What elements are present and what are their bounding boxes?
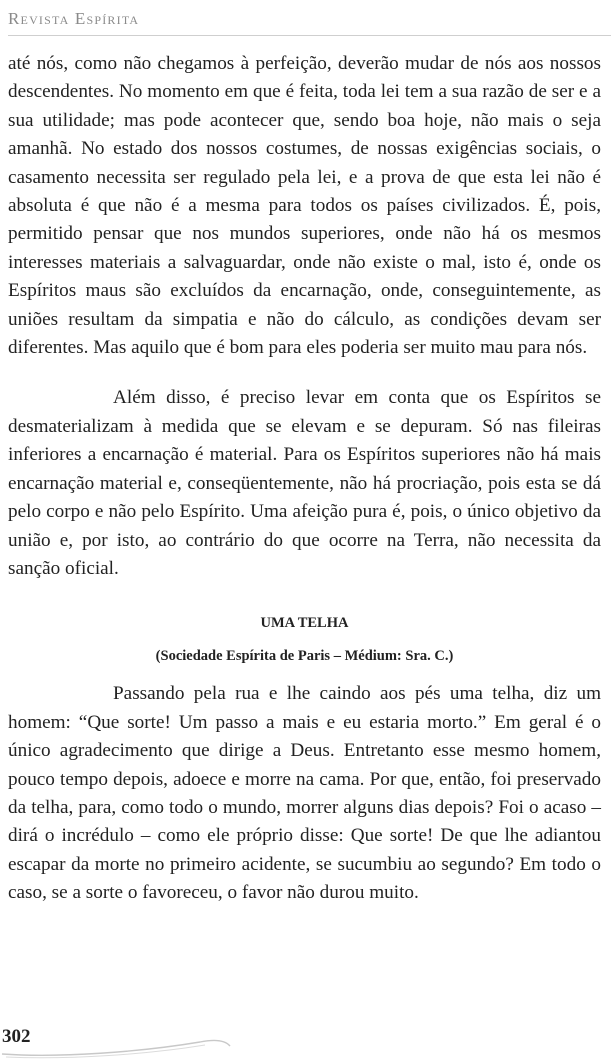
paragraph-telha: Passando pela rua e lhe caindo aos pés uma telha, diz um homem: “Que sorte! Um passo a mais e eu estaria morto.” Em geral é o único agradecimento que dirige a Deus. Entretanto esse mesmo homem, pouco tempo depois, adoece e morre na cama. Por que, então, foi preservado da telha, para, como todo o mundo, morrer alguns dias depois? Foi o acaso – dirá o incrédulo – como ele próprio disse: Que sorte! De que lhe adiantou escapar da morte no primeiro acidente, se sucumbiu ao segundo? Em todo o caso, se a sorte o favoreceu, o favor não durou muito. (8, 683, 601, 904)
paragraph-continuation: até nós, como não chegamos à perfeição, deverão mudar de nós aos nossos descendentes. No momento em que é feita, toda lei tem a sua razão de ser e a sua utilidade; mas pode acontecer que, sendo boa hoje, não mais o seja amanhã. No estado dos nossos costumes, de nossas exigências sociais, o casamento necessita ser regulado pela lei, e a prova de que esta lei não é absoluta é que não é a mesma para todos os países civilizados. É, pois, permitido pensar que nos mundos superiores, onde não há os mesmos interesses materiais a salvaguardar, onde não existe o mal, isto é, onde os Espíritos maus são excluídos da encarnação, onde, conseguintemente, as uniões resultam da simpatia e não do cálculo, as condições devam ser diferentes. Mas aquilo que é bom para eles poderia ser muito mau para nós. (8, 53, 601, 359)
page-body (8, 50, 601, 908)
section-title: UMA TELHA (260, 615, 349, 632)
page-number-swoosh (0, 1028, 240, 1060)
paragraph-dematerialization: Além disso, é preciso levar em conta que os Espíritos se desmaterializam à medida que se elevam e se depuram. Só nas fileiras inferiores a encarnação é material. Para os Espíritos superiores não há mais encarnação material e, conseqüentemente, não há procriação, pois esta se dá pelo corpo e não pelo Espírito. Uma afeição pura é, pois, o único objetivo da união e, por isto, ao contrário do que ocorre na Terra, não necessita da sanção oficial. (8, 387, 601, 579)
running-head: Revista Espírita (8, 9, 140, 28)
header-divider (8, 35, 611, 36)
section-subtitle: (Sociedade Espírita de Paris – Médium: Sra. C.) (155, 648, 454, 665)
page-number: 302 (2, 1026, 31, 1047)
